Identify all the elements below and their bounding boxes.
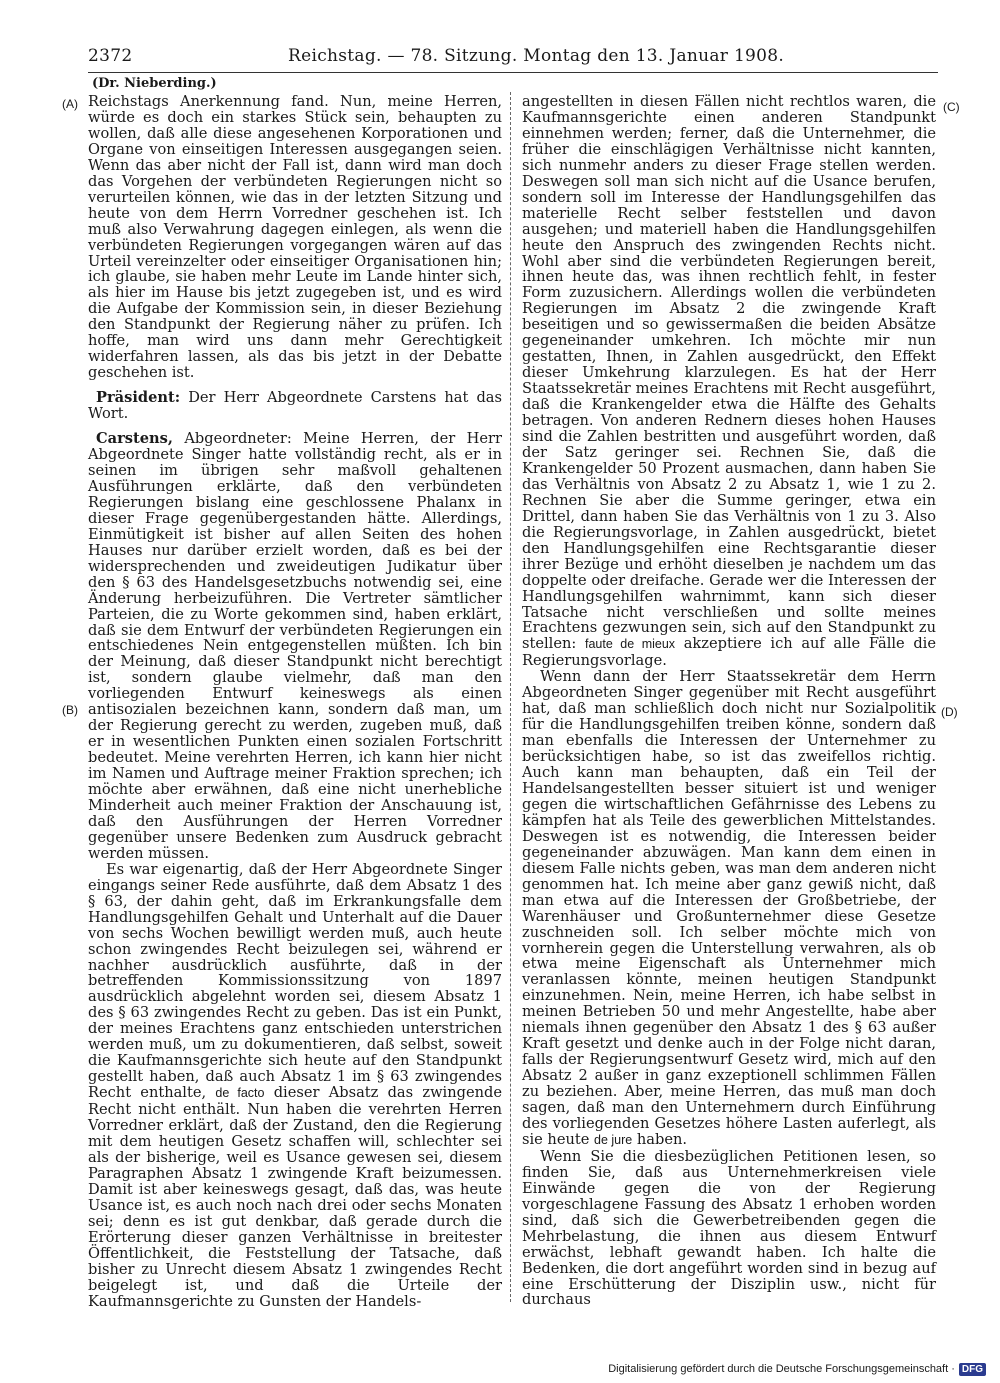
dfg-logo: DFG xyxy=(959,1363,986,1376)
paragraph-text: haben. xyxy=(632,1130,688,1148)
paragraph-text: dieser Absatz das zwingende Recht nicht enthält. Nun haben die verehrten Herren Vorredner erklärt, daß der Zustand, den die Regierung mit dem heutigen Gesetz schaffen will, schlechter sei als der bisherige, weil es Usance gewesen sei, diesem Paragraphen Absatz 1 zwingende Kraft beizumessen. Damit ist aber keineswegs gesagt, daß das, was heute Usance ist, es auch noch nach drei oder sechs Monaten sei; denn es ist gut denkbar, daß gerade durch die Erörterung dieser ganzen Verhältnisse in breitester Öffentlichkeit, die Feststellung der Tatsache, daß bisher zu Unrecht diesem Absatz 1 zwingendes Recht beigelegt ist, und daß die Urteile der Kaufmannsgerichte zu Gunsten der Handels- xyxy=(88,1084,502,1310)
speaker-name: Präsident: xyxy=(96,389,181,407)
paragraph: Reichstags Anerkennung fand. Nun, meine Herren, würde es doch ein starkes Stück sein, behaupten zu wollen, daß alle diese angesehenen Korporationen und Organe von einseitigen Interessen ausgegangen seien. Wenn das aber nicht der Fall ist, dann wird man doch das Vorgehen der verbündeten Regierungen nicht so verurteilen können, wie das in der letzten Sitzung und heute von dem Herrn Vorredner geschehen ist. Ich muß also Verwahrung dagegen einlegen, als wenn die verbündeten Regierungen vorgegangen wären auf das Urteil vereinzelter oder einseitiger Organisationen hin; ich glaube, sie haben mehr Leute im Lande hinter sich, als hier im Hause bis jetzt zugegeben ist, und es wird die Aufgabe der Kommission sein, in dieser Beziehung den Standpunkt der Regierung näher zu prüfen. Ich hoffe, man wird uns dann mehr Gerechtigkeit widerfahren lassen, als das bis jetzt in der Debatte geschehen ist. xyxy=(88,93,502,382)
paragraph-text: Der Herr Abgeordnete Carstens hat das Wort. xyxy=(88,389,502,423)
paragraph xyxy=(522,94,936,669)
margin-marker-a: (A) xyxy=(62,97,78,111)
page-title: Reichstag. — 78. Sitzung. Montag den 13. Januar 1908. xyxy=(288,46,785,66)
paragraph xyxy=(88,431,502,862)
running-header xyxy=(88,46,938,70)
margin-marker-c: (C) xyxy=(943,100,960,114)
page-number: 2372 xyxy=(88,46,133,66)
latin-phrase: de facto xyxy=(215,1086,265,1101)
latin-phrase: de jure xyxy=(594,1132,633,1147)
header-rule xyxy=(88,72,938,73)
paragraph-text: Es war eigenartig, daß der Herr Abgeordnete Singer eingangs seiner Rede ausführte, daß dem Absatz 1 des § 63, der dahin geht, daß im Erkrankungsfalle dem Handlungsgehilfen Gehalt und Unterhalt auf die Dauer von sechs Wochen bewilligt werden muß, auch heute schon zwingendes Recht beizulegen sei, während er nachher ausdrücklich ausführte, daß in der betreffenden Kommissionssitzung von 1897 ausdrücklich abgelehnt worden sei, diesem Absatz 1 des § 63 zwingendes Recht zu geben. Das ist ein Punkt, der meines Erachtens ganz entschieden unterstrichen werden muß, um zu dokumentieren, daß selbst, soweit die Kaufmannsgerichte sich heute auf den Standpunkt gestellt haben, daß auch Absatz 1 im § 63 zwingendes Recht enthalte, xyxy=(88,860,502,1102)
paragraph-text: akzeptiere ich auf alle Fälle die Regierungsvorlage. xyxy=(522,635,936,670)
paragraph: Wenn Sie die diesbezüglichen Petitionen lesen, so finden Sie, daß aus Unternehmerkreisen viele Einwände gegen die von der Regierung vorgeschlagene Fassung des Absatz 1 erhoben worden sind, daß sich die Gewerbetreibenden gegen die Mehrbelastung, die ihnen aus diesem Entwurf erwächst, lebhaft gewandt haben. Ich halte die Bedenken, die dort angeführt worden sind in bezug auf eine Erschütterung der Disziplin usw., nicht für durchaus xyxy=(522,1147,936,1309)
speaker-name: Carstens, xyxy=(96,430,173,448)
paragraph xyxy=(88,862,502,1310)
right-column xyxy=(522,94,936,1308)
latin-phrase: faute de mieux xyxy=(584,637,676,652)
left-column xyxy=(88,94,502,1309)
margin-marker-d: (D) xyxy=(941,705,958,719)
margin-marker-b: (B) xyxy=(62,703,78,717)
paragraph xyxy=(88,390,502,422)
paragraph xyxy=(522,669,936,1149)
paragraph-text: Abgeordneter: Meine Herren, der Herr Abgeordnete Singer hatte vollständig recht, als er in seinen im übrigen sehr maßvoll gehaltenen Ausführungen erklärte, daß den verbündeten Regierungen bislang eine geschlossene Phalanx in dieser Frage gegenübergestanden hätte. Allerdings, Einmütigkeit ist bisher auf allen Seiten des hohen Hauses nur darüber erzielt worden, daß es bei der widersprechenden und zweideutigen Judikatur über den § 63 des Handelsgesetzbuchs notwendig sei, eine Änderung herbeizuführen. Die Vertreter sämtlicher Parteien, die zu Worte gekommen sind, haben erklärt, daß sie dem Entwurf der verbündeten Regierungen ein entschiedenes Nein entgegenstellen müßten. Ich bin der Meinung, daß dieser Standpunkt nicht berechtigt ist, sondern glaube vielmehr, daß man den vorliegenden Entwurf keineswegs als einen antisozialen bezeichnen kann, sondern daß man, um der Regierung gerecht zu werden, zugeben muß, daß er in wesentlichen Punkten einen sozialen Fortschritt bedeutet. Meine verehrten Herren, ich kann hier nicht im Namen und Auftrage meiner Fraktion sprechen; ich möchte aber erwähnen, daß eine nicht unerhebliche Minderheit auch meiner Fraktion der Anschauung ist, daß den Ausführungen der Herren Vorredner gegenüber unsere Bedenken zum Ausdruck gebracht werden müssen. xyxy=(88,430,502,862)
column-divider xyxy=(510,92,511,1302)
footer-text: Digitalisierung gefördert durch die Deutsche Forschungsgemeinschaft · xyxy=(608,1363,955,1375)
paragraph-text: angestellten in diesen Fällen nicht rechtlos waren, die Kaufmannsgerichte einen anderen Standpunkt einnehmen werden; ferner, daß die Unternehmer, die früher die einschlägigen Verhältnisse nicht kannten, sich nunmehr anders zu dieser Frage stellen werden. Deswegen soll man sich nicht auf die Usance berufen, sondern soll im Interesse der Handlungsgehilfen das materielle Recht selber feststellen und davon ausgehen; und materiell haben die Handlungsgehilfen heute den Anspruch des zwingenden Rechts nicht. Wohl aber sind die verbündeten Regierungen bereit, ihnen heute das, was ihnen rechtlich fehlt, in fester Form zuzusichern. Allerdings wollen die verbündeten Regierungen im Absatz 2 die zwingende Kraft beseitigen und so gewissermaßen die beiden Absätze gegeneinander umkehren. Ich möchte mir nun gestatten, Ihnen, in Zahlen ausgedrückt, den Effekt dieser Umkehrung klarzulegen. Es hat der Herr Staatssekretär meines Erachtens mit Recht ausgeführt, daß die Krankengelder etwa die Hälfte des Gehalts betragen. Von anderen Rednern dieses hohen Hauses sind die Zahlen bestritten und ausgeführt worden, daß der Satz geringer sei. Rechnen Sie, daß die Krankengelder 50 Prozent ausmachen, dann haben Sie das Verhältnis von Absatz 2 zu Absatz 1, wie 1 zu 2. Rechnen Sie aber die Summe geringer, etwa ein Drittel, dann haben Sie das Verhältnis von 1 zu 3. Also die Regierungsvorlage, in Zahlen ausgedrückt, bietet den Handlungsgehilfen eine Rechtsgarantie dieser ihrer Bezüge und erhöht dieselben je nachdem um das doppelte oder dreifache. Gerade wer die Interessen der Handlungsgehilfen wahrnimmt, kann sich dieser Tatsache nicht verschließen und sollte meines Erachtens gezwungen sein, sich auf den Standpunkt zu stellen: xyxy=(522,93,936,653)
footer-credit xyxy=(608,1361,986,1377)
paragraph-text: Wenn dann der Herr Staatssekretär dem Herrn Abgeordneten Singer gegenüber mit Recht ausgeführt hat, daß man schließlich doch nicht nur Sozialpolitik für die Handlungsgehilfen treiben könne, sondern daß man ebenfalls die Interessen der Unternehmer zu berücksichtigen habe, so ist das zweifellos richtig. Auch kann man behaupten, daß ein Teil der Handelsangestellten besser situiert ist und weniger gegen die wirtschaftlichen Gefährnisse des Lebens zu kämpfen hat als Teile des gewerblichen Mittelstandes. Deswegen ist es notwendig, die Interessen beider gegeneinander abzuwägen. Man kann dem einen in diesem Falle nichts geben, was man dem anderen nicht genommen hat. Ich meine aber ganz gewiß nicht, daß man etwa auf die Interessen der Großbetriebe, der Warenhäuser und Großunternehmer diese Gesetze zuschneiden soll. Ich selber möchte mich von vornherein gegen die Unterstellung verwahren, als ob etwa meine Eigenschaft als Unternehmer mich veranlassen könnte, meinen heutigen Standpunkt einzunehmen. Nein, meine Herren, ich habe selbst in meinen Betrieben 50 und mehr Angestellte, habe aber niemals ihnen gegenüber den Absatz 1 des § 63 außer Kraft gesetzt und denke auch in der Folge nicht daran, falls der Regierungsentwurf Gesetz wird, mich auf den Absatz 2 außer in ganz exzeptionell schlimmen Fällen zu beziehen. Aber, meine Herren, das muß man doch sagen, daß man den Unternehmern durch Einführung des vorliegenden Gesetzes höhere Lasten auferlegt, als sie heute xyxy=(522,668,936,1148)
speaker-tag: (Dr. Nieberding.) xyxy=(92,76,217,91)
